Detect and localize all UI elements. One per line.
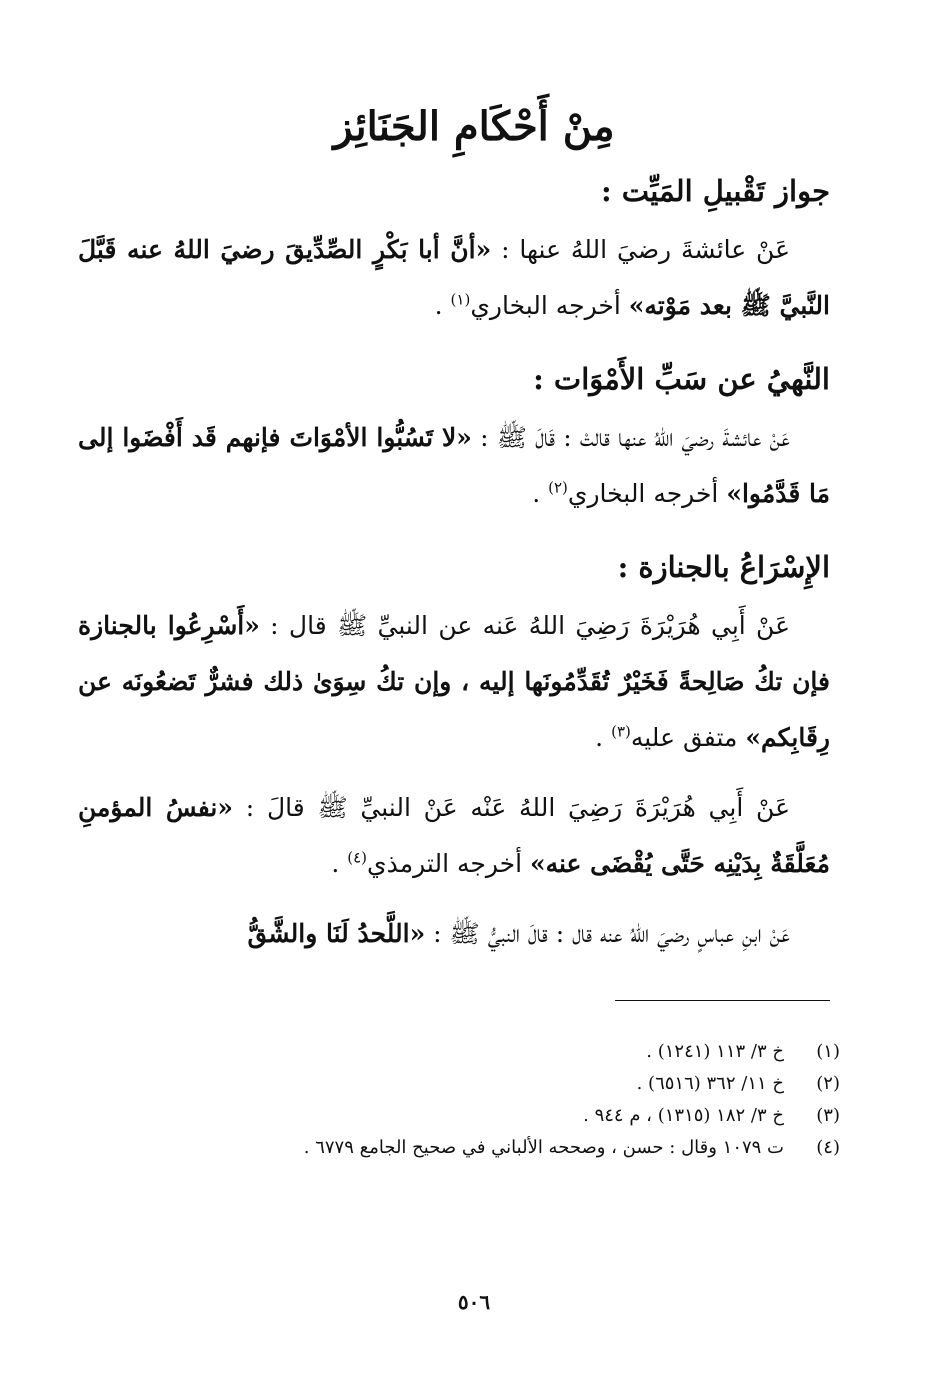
hadith-intro: عَنْ أَبِي هُرَيْرَةَ رَضِيَ اللهُ عَنه عن النبيِّ ﷺ قال : [259, 611, 790, 640]
hadith-source: أخرجه البخاري [470, 291, 629, 320]
hadith-intro: عَنْ ابنِ عباسٍ رضيَ اللهُ عنه قال : قالَ النبيُّ ﷺ : [425, 919, 790, 948]
hadith-paragraph [78, 780, 830, 892]
footnote-number: (١) [816, 1041, 840, 1062]
footnote-marker: (١) [450, 290, 471, 309]
page-title: مِنْ أَحْكَامِ الجَنَائِز [333, 102, 615, 150]
hadith-quote: «أَسْرِعُوا بالجنازة فإن تكُ صَالِحةً فَخَيْرٌ تُقَدِّمُونَها إليه ، وإن تكُ سِوَىٰ ذلك فشرٌّ تَضعُونَه عن رِقَابِكم» [78, 611, 830, 752]
footnote-text: خ ٣/ ١٨٢ (١٣١٥) ، م ٩٤٤ . [583, 1105, 784, 1126]
section-heading-cursing-dead: النَّهيُ عن سَبِّ الأَمْوَات : [533, 362, 830, 396]
hadith-quote: «أنَّ أبا بَكْرٍ الصِّدِّيقَ رضيَ اللهُ عنه قَبَّلَ النَّبيَّ ﷺ بعد مَوْته» [78, 235, 830, 320]
hadith-paragraph [78, 598, 830, 766]
hadith-intro: عَنْ أَبِي هُرَيْرَةَ رَضِيَ اللهُ عَنْه عَنْ النبيِّ ﷺ قالَ : [232, 793, 790, 822]
footnote-marker: (٤) [347, 848, 368, 867]
page-number: ٥٠٦ [457, 1290, 491, 1314]
hadith-quote: «لا تَسُبُّوا الأمْوَاتَ فإنهم قَد أَفْضَوا إلى مَا قَدَّمُوا» [78, 423, 830, 508]
hadith-ending: . [331, 849, 348, 878]
footnotes [80, 1036, 840, 1164]
hadith-ending: . [595, 723, 612, 752]
hadith-ending: . [434, 291, 451, 320]
footnote-text: خ ١١/ ٣٦٢ (٦٥١٦) . [636, 1073, 784, 1094]
hadith-paragraph [78, 222, 830, 334]
footnote-text: خ ٣/ ١١٣ (١٢٤١) . [646, 1041, 784, 1062]
footnote-item [80, 1132, 840, 1164]
hadith-ending: . [532, 479, 549, 508]
hadith-source: أخرجه البخاري [567, 479, 727, 508]
footnote-item [80, 1100, 840, 1132]
hadith-paragraph [78, 906, 830, 962]
footnote-marker: (٢) [548, 478, 568, 497]
footnote-divider [615, 1000, 830, 1001]
hadith-source: أخرجه الترمذي [367, 849, 530, 878]
hadith-source: متفق عليه [630, 723, 746, 752]
hadith-quote: «نفسُ المؤمنِ مُعَلَّقَةٌ بِدَيْنِه حَتَّى يُقْضَى عنه» [78, 793, 830, 878]
footnote-item [80, 1036, 840, 1068]
footnote-number: (٣) [816, 1105, 840, 1126]
hadith-intro: عَنْ عائشةَ رضيَ اللهُ عنها : [491, 235, 790, 264]
footnote-item [80, 1068, 840, 1100]
footnote-marker: (٣) [611, 722, 631, 741]
main-text [78, 160, 830, 976]
hadith-quote: «اللَّحدُ لَنَا والشَّقُّ [247, 919, 426, 948]
footnote-number: (٤) [816, 1137, 840, 1158]
hadith-paragraph [78, 410, 830, 522]
section-heading-hastening-funeral: الإِسْرَاعُ بالجنازة : [617, 550, 830, 584]
footnote-text: ت ١٠٧٩ وقال : حسن ، وصححه الألباني في صحيح الجامع ٦٧٧٩ . [303, 1137, 784, 1158]
hadith-intro: عَنْ عائشةَ رضيَ اللهُ عنها قالتْ : قَالَ ﷺ : [471, 423, 791, 452]
footnote-number: (٢) [816, 1073, 840, 1094]
section-heading-kissing-deceased: جواز تَقْبيلِ المَيِّت : [600, 174, 830, 208]
